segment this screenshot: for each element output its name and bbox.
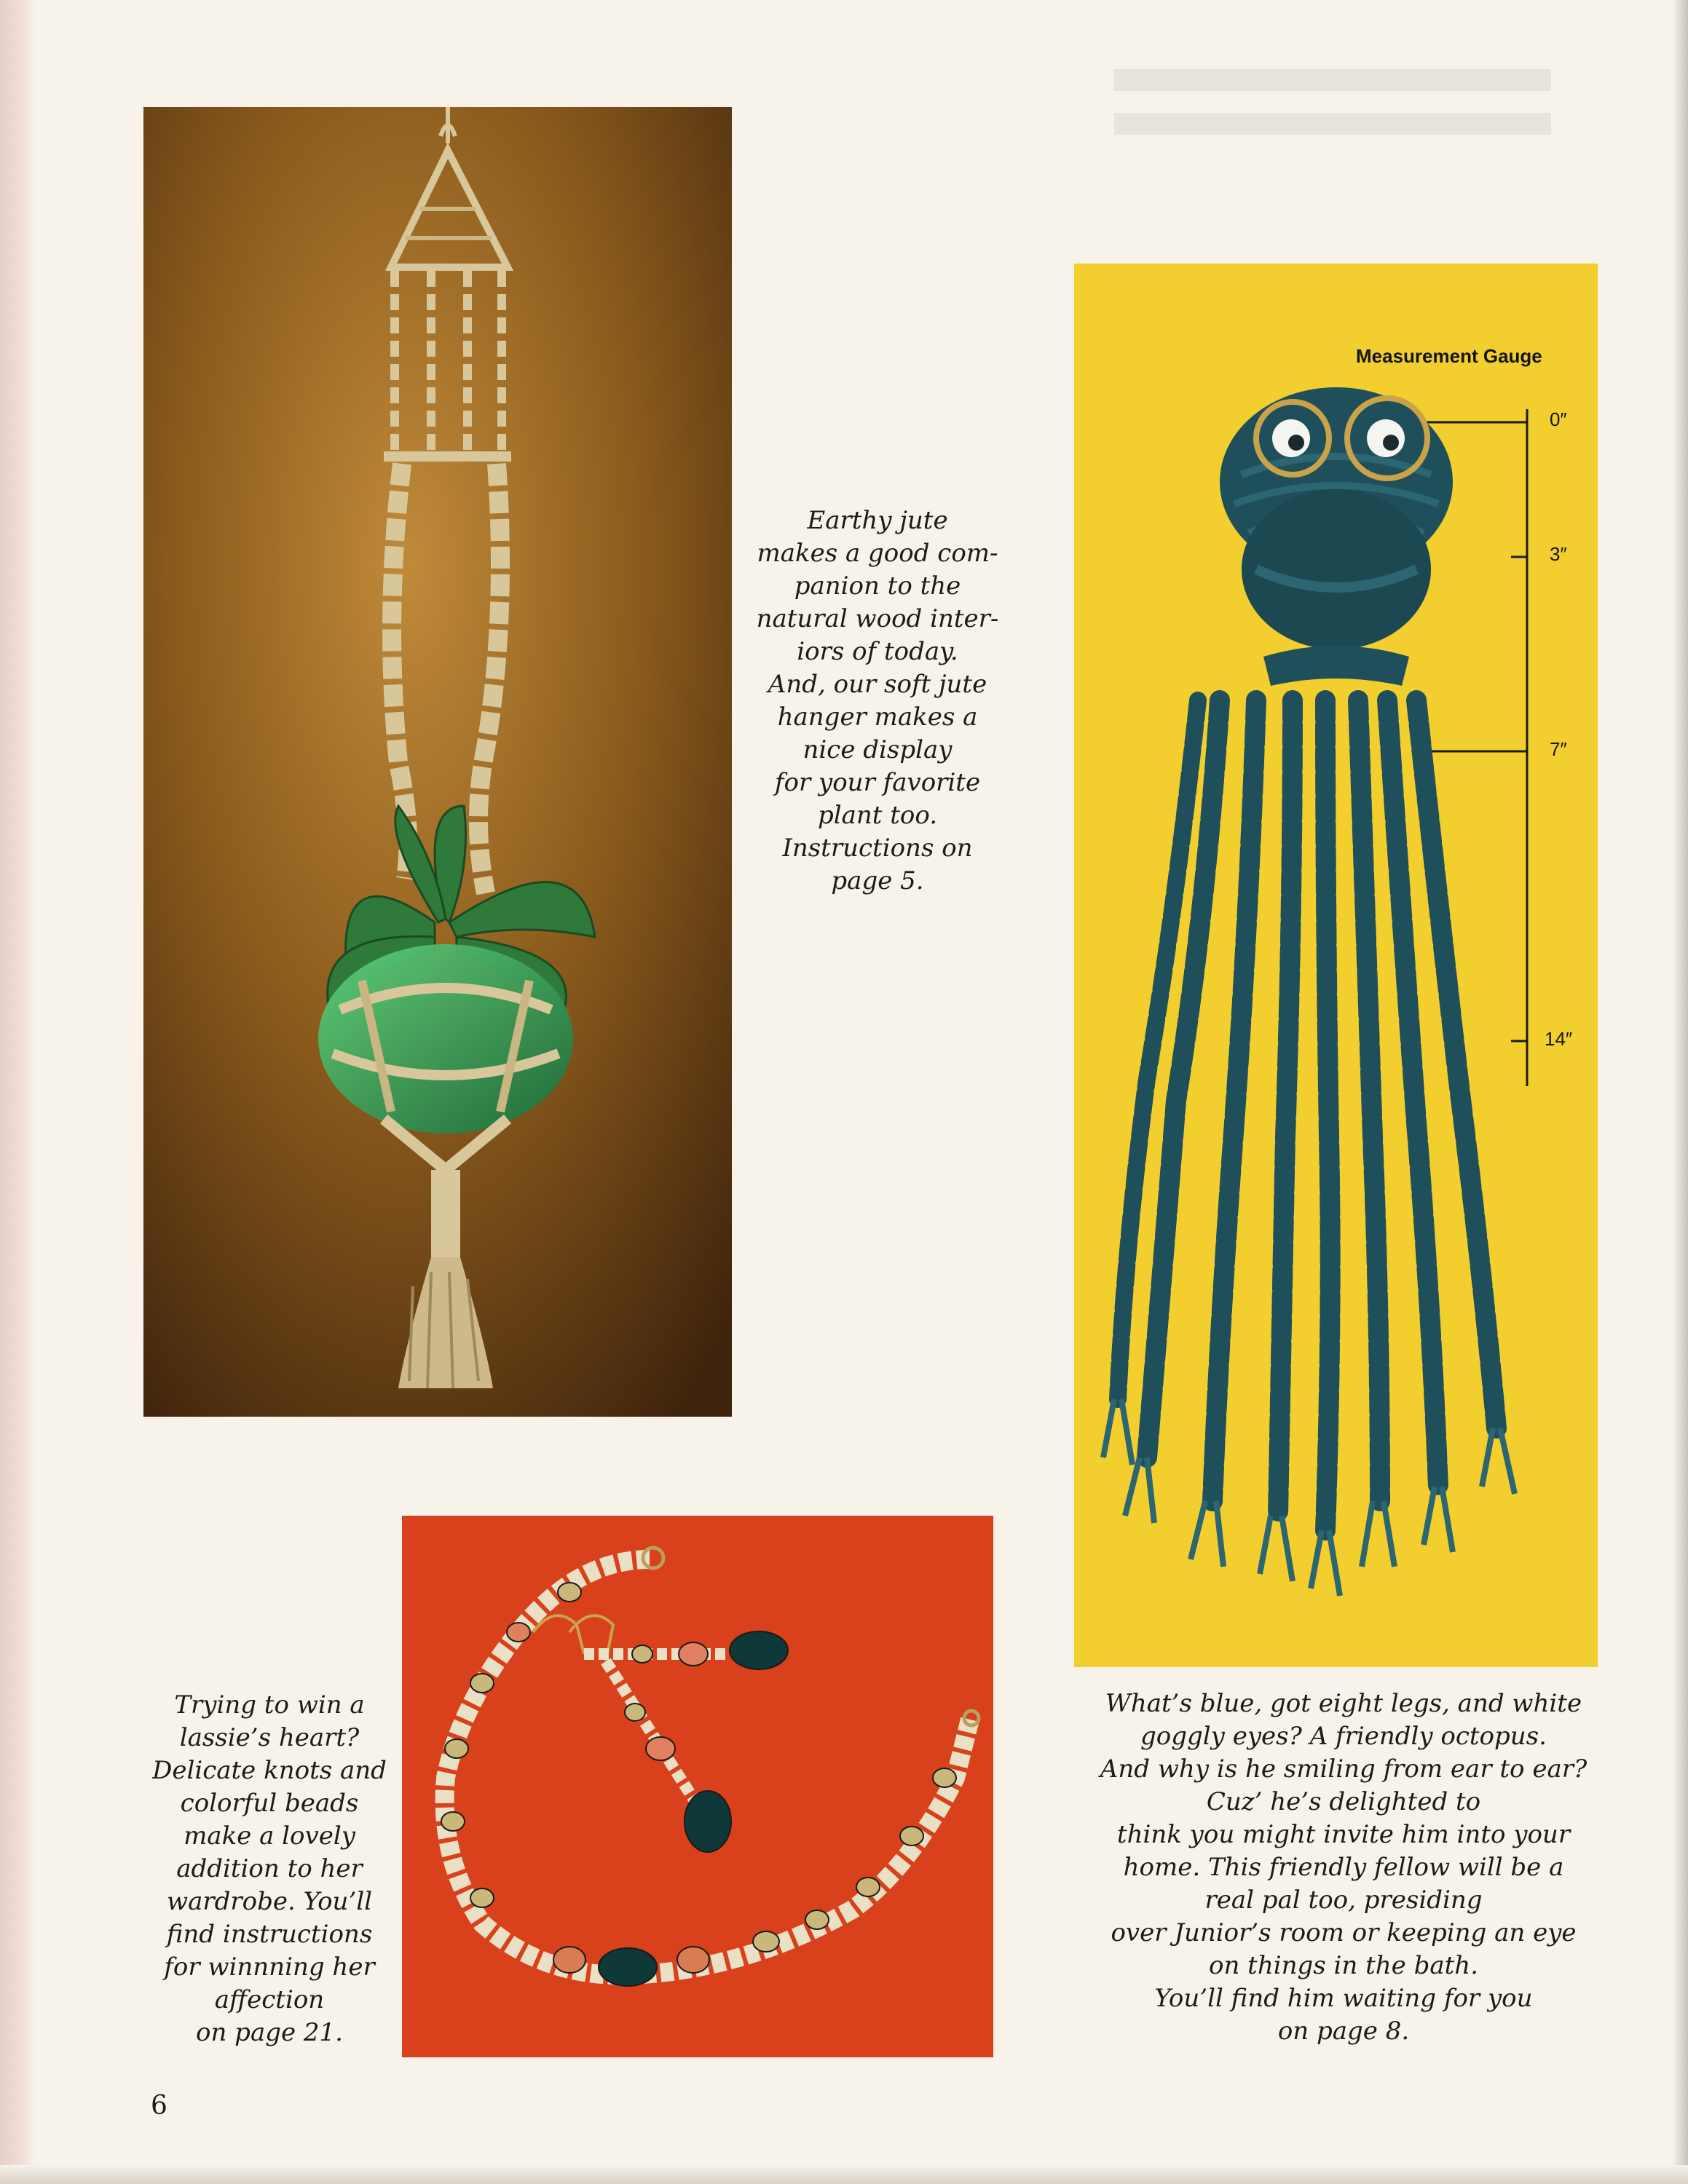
caption-line: addition to her: [176, 1854, 363, 1883]
gauge-label: 0″: [1550, 408, 1567, 430]
page-left-edge: [0, 0, 35, 2184]
caption-line: Earthy jute: [807, 506, 948, 535]
show-through-text: [1114, 69, 1551, 135]
caption-line: natural wood inter-: [756, 604, 999, 633]
octopus-caption: [1070, 1688, 1617, 2048]
caption-line: for winnning her: [164, 1952, 375, 1982]
gauge-label: 7″: [1550, 738, 1567, 760]
gauge-label: 14″: [1545, 1028, 1573, 1050]
caption-line: And why is he smiling from ear to ear?: [1100, 1754, 1588, 1784]
caption-line: plant too.: [817, 801, 938, 830]
caption-line: think you might invite him into your: [1116, 1820, 1571, 1849]
octopus-photo: [1074, 264, 1598, 1667]
caption-line: make a lovely: [184, 1821, 355, 1851]
caption-line: real pal too, presiding: [1204, 1886, 1483, 1915]
caption-line: page 5.: [831, 866, 924, 895]
caption-line: on page 8.: [1277, 2017, 1410, 2046]
caption-line: makes a good com-: [757, 539, 998, 568]
caption-line: What’s blue, got eight legs, and white: [1105, 1689, 1582, 1718]
caption-line: Trying to win a: [174, 1690, 365, 1720]
caption-line: home. This friendly fellow will be a: [1123, 1853, 1564, 1882]
page-number: 6: [151, 2091, 167, 2121]
bracelet-earrings-photo: [402, 1516, 993, 2057]
caption-line: affection: [214, 1985, 325, 2014]
plant-hanger-photo: [143, 107, 732, 1417]
measurement-gauge-title: Measurement Gauge: [1356, 345, 1542, 367]
caption-line: lassie’s heart?: [179, 1723, 360, 1752]
caption-line: Delicate knots and: [152, 1756, 387, 1785]
caption-line: on things in the bath.: [1209, 1951, 1478, 1980]
caption-line: You’ll find him waiting for you: [1154, 1984, 1533, 2013]
gauge-label: 3″: [1550, 543, 1567, 565]
caption-line: goggly eyes? A friendly octopus.: [1140, 1722, 1547, 1751]
caption-line: on page 21.: [196, 2018, 343, 2047]
caption-line: Instructions on: [782, 834, 973, 863]
caption-line: And, our soft jute: [768, 670, 987, 699]
caption-line: Cuz’ he’s delighted to: [1206, 1787, 1481, 1816]
caption-line: over Junior’s room or keeping an eye: [1111, 1918, 1577, 1947]
caption-line: panion to the: [794, 571, 961, 601]
plant-hanger-caption: [739, 505, 1016, 898]
page-bottom-edge: [0, 2165, 1688, 2184]
caption-line: for your favorite: [774, 768, 981, 797]
caption-line: find instructions: [166, 1920, 373, 1949]
page-right-edge: [1672, 0, 1688, 2184]
caption-line: nice display: [802, 735, 953, 764]
bracelet-caption: [138, 1689, 401, 2049]
caption-line: hanger makes a: [777, 703, 978, 732]
caption-line: colorful beads: [180, 1789, 359, 1818]
caption-line: wardrobe. You’ll: [166, 1887, 373, 1916]
caption-line: iors of today.: [797, 637, 958, 666]
